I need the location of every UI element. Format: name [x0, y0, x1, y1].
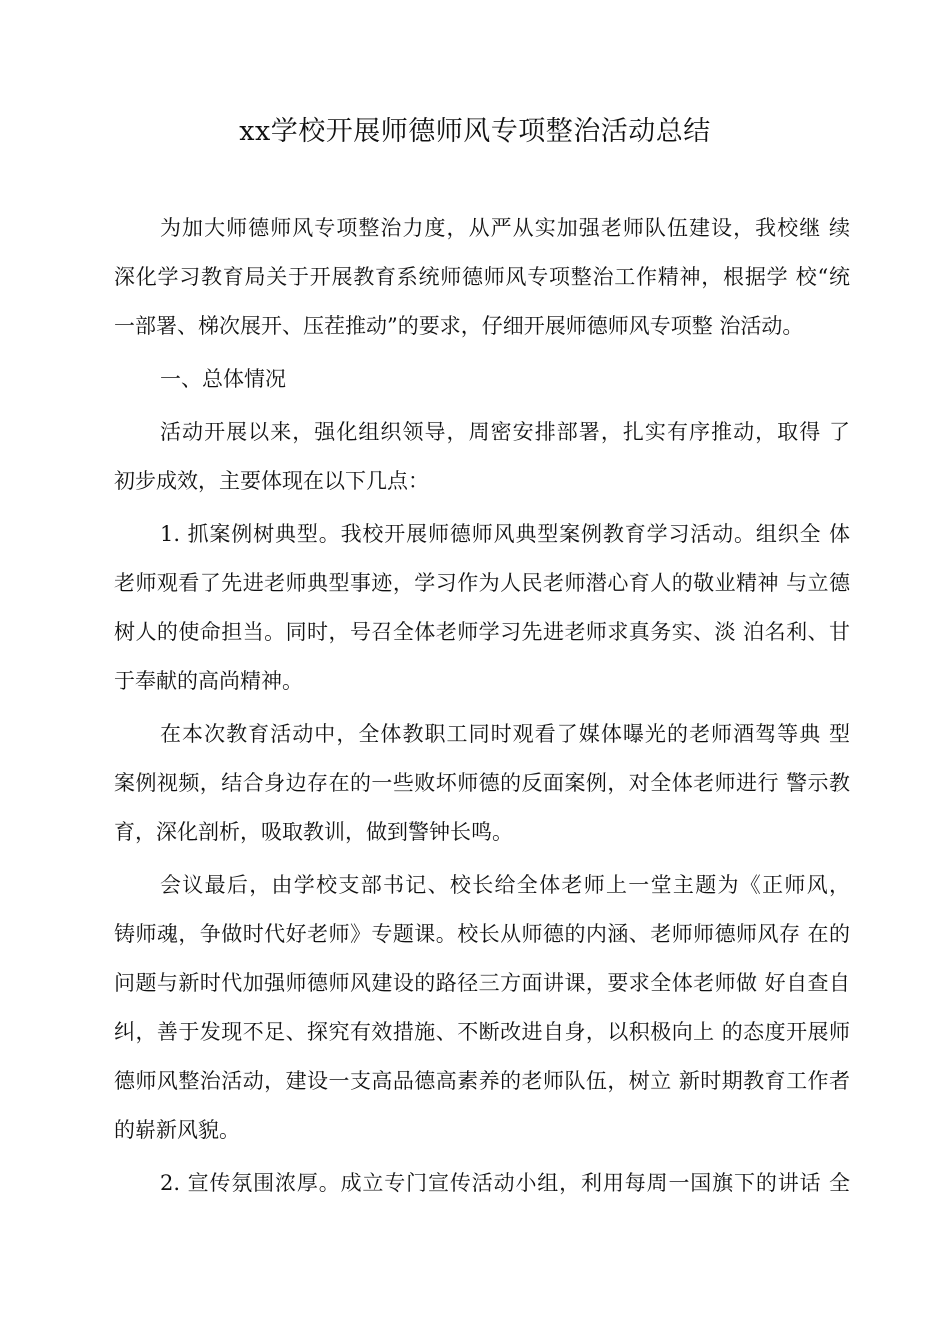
- text-line: 活动开展以来，强化组织领导，周密安排部署，扎实有序推动，取得 了: [160, 420, 850, 444]
- paragraph-point-1: [114, 510, 850, 706]
- text-line: 老师观看了先进老师典型事迹，学习作为人民老师潜心育人的敬业精神 与立德: [114, 571, 850, 595]
- text-line: 案例视频，结合身边存在的一些败坏师德的反面案例，对全体老师进行 警示教: [114, 771, 850, 795]
- paragraph-point-2: [114, 1159, 850, 1208]
- text-line: 在本次教育活动中，全体教职工同时观看了媒体曝光的老师酒驾等典 型: [160, 722, 850, 746]
- paragraph-meeting: [114, 861, 850, 1155]
- document-body: [114, 204, 850, 1208]
- paragraph-intro: [114, 204, 850, 351]
- text-line: 2. 宣传氛围浓厚。成立专门宣传活动小组，利用每周一国旗下的讲话 全: [160, 1171, 850, 1195]
- text-line: 问题与新时代加强师德师风建设的路径三方面讲课，要求全体老师做 好自查自: [114, 971, 850, 995]
- text-line: 初步成效，主要体现在以下几点：: [114, 469, 429, 493]
- section-heading: [114, 355, 850, 404]
- text-line: 于奉献的高尚精神。: [114, 669, 303, 693]
- text-line: 深化学习教育局关于开展教育系统师德师风专项整治工作精神，根据学 校“统: [114, 265, 850, 289]
- text-line: 一、总体情况: [160, 367, 286, 391]
- text-line: 1. 抓案例树典型。我校开展师德师风典型案例教育学习活动。组织全 体: [160, 522, 850, 546]
- document-title: xx学校开展师德师风专项整治活动总结: [239, 116, 711, 147]
- text-line: 育，深化剖析，吸取教训，做到警钟长鸣。: [114, 820, 513, 844]
- text-line: 为加大师德师风专项整治力度，从严从实加强老师队伍建设，我校继 续: [160, 216, 850, 240]
- text-line: 德师风整治活动，建设一支高品德高素养的老师队伍，树立 新时期教育工作者: [114, 1069, 850, 1093]
- paragraph-overview: [114, 408, 850, 506]
- text-line: 的崭新风貌。: [114, 1118, 240, 1142]
- text-line: 会议最后，由学校支部书记、校长给全体老师上一堂主题为《正师风，: [160, 873, 850, 897]
- text-line: 铸师魂，争做时代好老师》专题课。校长从师德的内涵、老师师德师风存 在的: [114, 922, 850, 946]
- text-line: 树人的使命担当。同时，号召全体老师学习先进老师求真务实、淡 泊名利、甘: [114, 620, 850, 644]
- paragraph-education-activity: [114, 710, 850, 857]
- text-line: 纠，善于发现不足、探究有效措施、不断改进自身，以积极向上 的态度开展师: [114, 1020, 850, 1044]
- text-line: 一部署、梯次展开、压茬推动”的要求，仔细开展师德师风专项整 治活动。: [114, 314, 804, 338]
